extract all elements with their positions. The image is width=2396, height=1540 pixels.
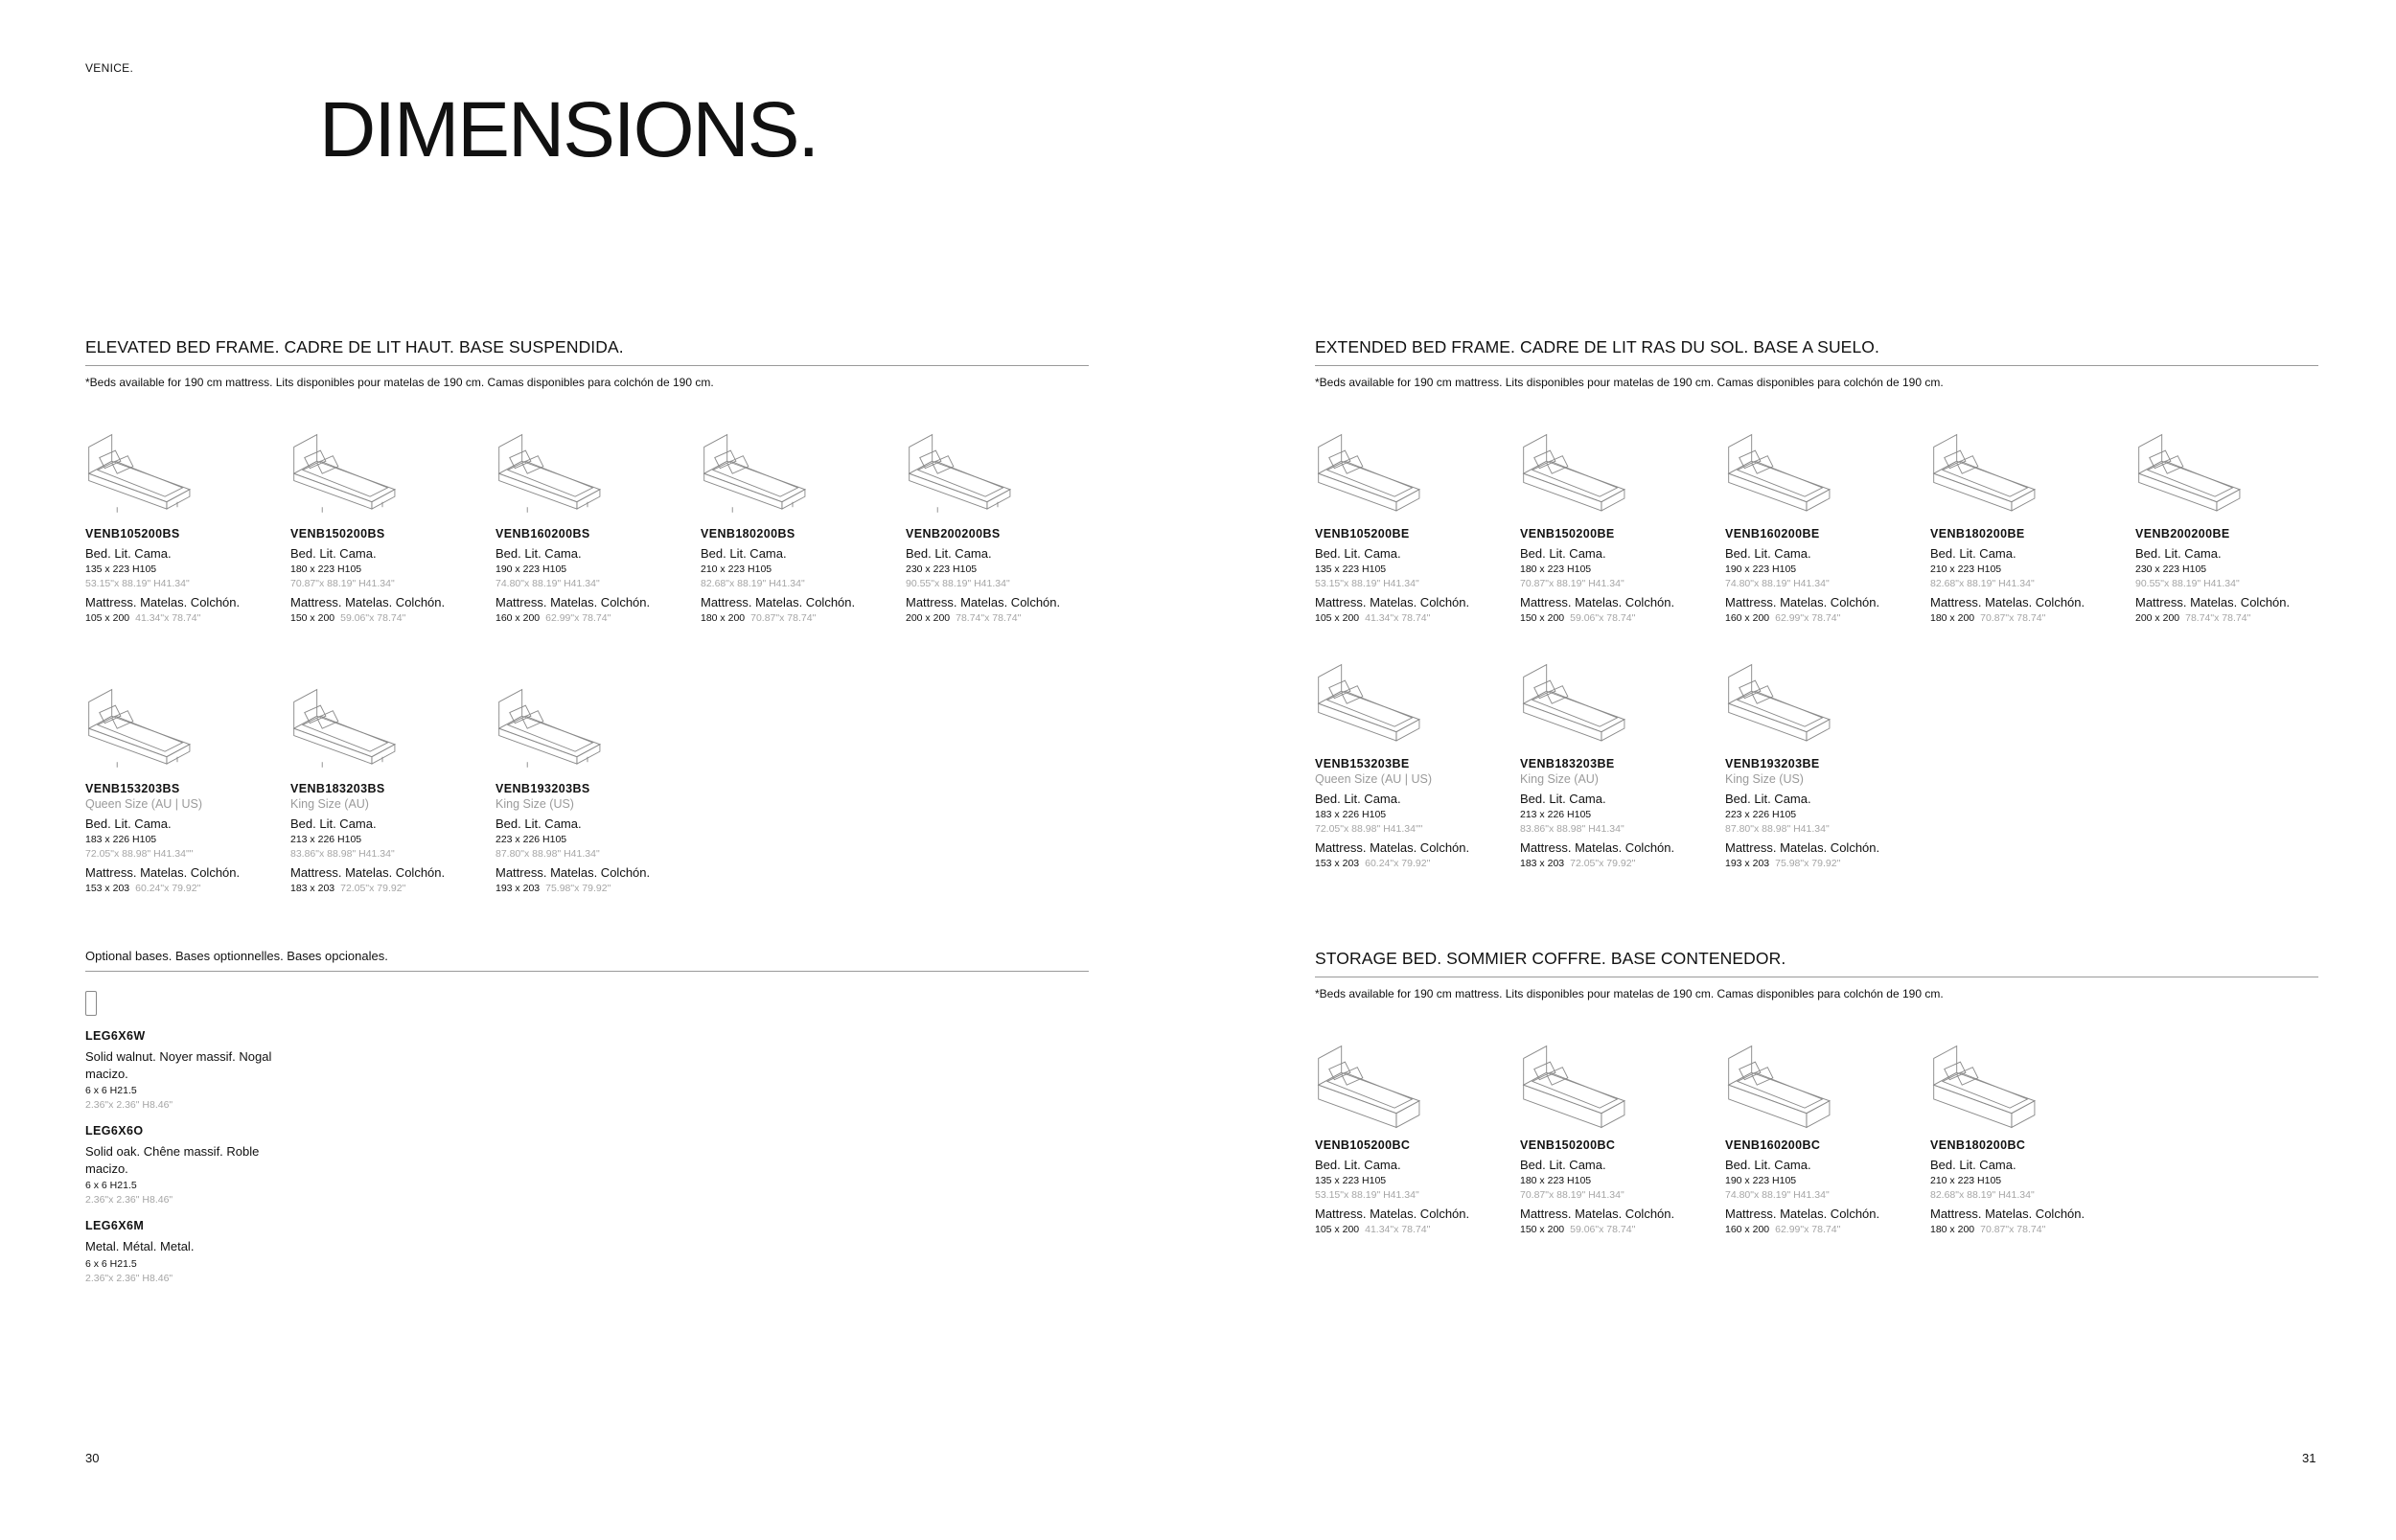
section-extended bbox=[1315, 337, 2318, 389]
product-code: VENB153203BS bbox=[85, 782, 180, 795]
bed-dimensions-cm: 230 x 223 H105 bbox=[2135, 563, 2207, 575]
product-code: VENB180200BS bbox=[701, 527, 795, 540]
base-description: Solid oak. Chêne massif. Roble macizo. bbox=[85, 1144, 260, 1176]
bed-label: Bed. Lit. Cama. bbox=[701, 546, 787, 561]
product-code: VENB160200BS bbox=[495, 527, 590, 540]
product-code: VENB105200BC bbox=[1315, 1138, 1411, 1152]
mattress-dimensions bbox=[495, 883, 687, 894]
mattress-dimensions-cm: 200 x 200 bbox=[906, 612, 951, 624]
product-size-name: King Size (US) bbox=[495, 797, 574, 811]
mattress-dimensions-cm: 180 x 200 bbox=[1930, 1224, 1975, 1235]
page-number-left: 30 bbox=[85, 1451, 100, 1465]
bed-dimensions-in: 74.80"x 88.19" H41.34" bbox=[1725, 578, 1830, 589]
optional-bases bbox=[85, 949, 1089, 1284]
bed-label: Bed. Lit. Cama. bbox=[85, 546, 172, 561]
bed-icon bbox=[1520, 1041, 1635, 1133]
bed-label: Bed. Lit. Cama. bbox=[1315, 792, 1401, 806]
bed-dimensions-cm: 210 x 223 H105 bbox=[1930, 563, 2002, 575]
bed-icon bbox=[85, 429, 200, 521]
product-venb183203bs bbox=[290, 684, 482, 894]
bed-dimensions-cm: 210 x 223 H105 bbox=[701, 563, 772, 575]
bed-label: Bed. Lit. Cama. bbox=[1520, 792, 1606, 806]
bed-dimensions-cm: 180 x 223 H105 bbox=[1520, 563, 1592, 575]
product-code: VENB183203BS bbox=[290, 782, 385, 795]
mattress-dimensions-cm: 183 x 203 bbox=[290, 883, 335, 894]
base-dimensions-in: 2.36"x 2.36" H8.46" bbox=[85, 1099, 173, 1112]
mattress-dimensions-in: 60.24"x 79.92" bbox=[135, 883, 201, 894]
mattress-label: Mattress. Matelas. Colchón. bbox=[1930, 595, 2085, 609]
mattress-dimensions-cm: 150 x 200 bbox=[290, 612, 335, 624]
mattress-label: Mattress. Matelas. Colchón. bbox=[290, 865, 446, 880]
product-code: VENB180200BC bbox=[1930, 1138, 2026, 1152]
bed-dimensions-in: 70.87"x 88.19" H41.34" bbox=[290, 578, 395, 589]
mattress-label: Mattress. Matelas. Colchón. bbox=[1315, 840, 1470, 855]
bed-label: Bed. Lit. Cama. bbox=[495, 816, 582, 831]
bed-dimensions-cm: 223 x 226 H105 bbox=[1725, 809, 1797, 820]
base-code: LEG6X6M bbox=[85, 1219, 145, 1233]
mattress-dimensions-cm: 153 x 203 bbox=[1315, 858, 1360, 869]
mattress-dimensions bbox=[1930, 612, 2122, 624]
leg-icon bbox=[85, 991, 97, 1016]
product-code: VENB193203BE bbox=[1725, 757, 1820, 770]
bed-dimensions-in: 87.80"x 88.98" H41.34" bbox=[1725, 823, 1830, 835]
product-venb160200bc bbox=[1725, 1041, 1917, 1235]
mattress-dimensions-in: 41.34"x 78.74" bbox=[1365, 612, 1431, 624]
section-title: ELEVATED BED FRAME. CADRE DE LIT HAUT. BASE SUSPENDIDA. bbox=[85, 337, 1089, 366]
bed-dimensions-cm: 190 x 223 H105 bbox=[1725, 1175, 1797, 1186]
mattress-dimensions bbox=[1315, 1224, 1507, 1235]
product-venb180200be bbox=[1930, 429, 2122, 624]
bed-dimensions-in: 83.86"x 88.98" H41.34" bbox=[1520, 823, 1624, 835]
section-note: *Beds available for 190 cm mattress. Lits disponibles pour matelas de 190 cm. Camas disponibles para colchón de 190 cm. bbox=[85, 376, 714, 389]
mattress-dimensions-cm: 160 x 200 bbox=[1725, 612, 1770, 624]
base-dimensions-cm: 6 x 6 H21.5 bbox=[85, 1257, 137, 1270]
bed-icon bbox=[85, 684, 200, 776]
legs-list bbox=[85, 1029, 1089, 1284]
page-number-right: 31 bbox=[2302, 1451, 2316, 1465]
product-venb180200bs bbox=[701, 429, 892, 624]
bed-label: Bed. Lit. Cama. bbox=[1930, 1158, 2016, 1172]
mattress-dimensions-in: 70.87"x 78.74" bbox=[1980, 1224, 2046, 1235]
mattress-dimensions-cm: 105 x 200 bbox=[1315, 612, 1360, 624]
product-code: VENB150200BC bbox=[1520, 1138, 1616, 1152]
bed-dimensions-cm: 135 x 223 H105 bbox=[85, 563, 157, 575]
product-venb105200bs bbox=[85, 429, 277, 624]
bed-dimensions-cm: 190 x 223 H105 bbox=[1725, 563, 1797, 575]
bed-dimensions-cm: 135 x 223 H105 bbox=[1315, 563, 1387, 575]
bed-dimensions-cm: 190 x 223 H105 bbox=[495, 563, 567, 575]
mattress-label: Mattress. Matelas. Colchón. bbox=[1725, 1207, 1880, 1221]
mattress-label: Mattress. Matelas. Colchón. bbox=[1930, 1207, 2085, 1221]
bed-icon bbox=[1725, 1041, 1840, 1133]
product-code: VENB200200BE bbox=[2135, 527, 2230, 540]
bed-icon bbox=[701, 429, 816, 521]
mattress-dimensions bbox=[906, 612, 1097, 624]
bed-icon bbox=[1725, 429, 1840, 521]
mattress-label: Mattress. Matelas. Colchón. bbox=[1520, 595, 1675, 609]
bed-icon bbox=[1315, 429, 1430, 521]
page-title: DIMENSIONS. bbox=[319, 86, 818, 173]
product-venb200200bs bbox=[906, 429, 1097, 624]
mattress-dimensions-in: 72.05"x 79.92" bbox=[1570, 858, 1636, 869]
bed-dimensions-in: 53.15"x 88.19" H41.34" bbox=[1315, 578, 1419, 589]
mattress-label: Mattress. Matelas. Colchón. bbox=[290, 595, 446, 609]
bed-icon bbox=[495, 429, 611, 521]
section-elevated bbox=[85, 337, 1089, 389]
bed-icon bbox=[1520, 429, 1635, 521]
product-code: VENB160200BC bbox=[1725, 1138, 1821, 1152]
section-storage bbox=[1315, 949, 2318, 1000]
mattress-label: Mattress. Matelas. Colchón. bbox=[85, 595, 241, 609]
bed-dimensions-cm: 183 x 226 H105 bbox=[85, 834, 157, 845]
base-dimensions-in: 2.36"x 2.36" H8.46" bbox=[85, 1272, 173, 1284]
bed-icon bbox=[1315, 659, 1430, 751]
mattress-dimensions-in: 41.34"x 78.74" bbox=[135, 612, 201, 624]
bed-label: Bed. Lit. Cama. bbox=[1315, 1158, 1401, 1172]
base-dimensions-cm: 6 x 6 H21.5 bbox=[85, 1180, 137, 1192]
bed-dimensions-cm: 135 x 223 H105 bbox=[1315, 1175, 1387, 1186]
product-code: VENB153203BE bbox=[1315, 757, 1410, 770]
mattress-dimensions bbox=[1315, 858, 1507, 869]
mattress-label: Mattress. Matelas. Colchón. bbox=[1315, 595, 1470, 609]
mattress-dimensions-in: 78.74"x 78.74" bbox=[2185, 612, 2251, 624]
mattress-label: Mattress. Matelas. Colchón. bbox=[495, 595, 651, 609]
bed-icon bbox=[495, 684, 611, 776]
mattress-dimensions-in: 62.99"x 78.74" bbox=[1775, 612, 1841, 624]
mattress-dimensions bbox=[1725, 612, 1917, 624]
bed-icon bbox=[1930, 429, 2045, 521]
mattress-dimensions-in: 62.99"x 78.74" bbox=[545, 612, 611, 624]
bed-dimensions-in: 53.15"x 88.19" H41.34" bbox=[85, 578, 190, 589]
bed-dimensions-in: 70.87"x 88.19" H41.34" bbox=[1520, 578, 1624, 589]
mattress-dimensions-cm: 193 x 203 bbox=[495, 883, 541, 894]
bed-icon bbox=[1930, 1041, 2045, 1133]
product-venb193203bs bbox=[495, 684, 687, 894]
mattress-dimensions bbox=[85, 612, 277, 624]
mattress-dimensions bbox=[2135, 612, 2327, 624]
base-dimensions-cm: 6 x 6 H21.5 bbox=[85, 1085, 137, 1097]
base-leg6x6o bbox=[85, 1124, 277, 1206]
bed-dimensions-in: 82.68"x 88.19" H41.34" bbox=[1930, 1189, 2035, 1201]
product-size-name: King Size (AU) bbox=[290, 797, 369, 811]
mattress-label: Mattress. Matelas. Colchón. bbox=[85, 865, 241, 880]
bed-dimensions-cm: 223 x 226 H105 bbox=[495, 834, 567, 845]
mattress-label: Mattress. Matelas. Colchón. bbox=[1725, 595, 1880, 609]
mattress-dimensions-cm: 193 x 203 bbox=[1725, 858, 1770, 869]
base-description: Solid walnut. Noyer massif. Nogal macizo. bbox=[85, 1049, 272, 1081]
mattress-dimensions bbox=[290, 612, 482, 624]
mattress-dimensions bbox=[1930, 1224, 2122, 1235]
product-venb180200bc bbox=[1930, 1041, 2122, 1235]
product-venb150200bc bbox=[1520, 1041, 1712, 1235]
mattress-dimensions-in: 78.74"x 78.74" bbox=[956, 612, 1022, 624]
mattress-label: Mattress. Matelas. Colchón. bbox=[495, 865, 651, 880]
base-leg6x6w bbox=[85, 1029, 277, 1111]
bed-icon bbox=[290, 429, 405, 521]
mattress-dimensions bbox=[1520, 612, 1712, 624]
bed-dimensions-cm: 210 x 223 H105 bbox=[1930, 1175, 2002, 1186]
optional-bases-title: Optional bases. Bases optionnelles. Bases opcionales. bbox=[85, 949, 1089, 972]
bed-label: Bed. Lit. Cama. bbox=[2135, 546, 2222, 561]
bed-dimensions-cm: 213 x 226 H105 bbox=[290, 834, 362, 845]
bed-dimensions-in: 83.86"x 88.98" H41.34" bbox=[290, 848, 395, 860]
base-leg6x6m bbox=[85, 1219, 277, 1284]
product-code: VENB200200BS bbox=[906, 527, 1001, 540]
mattress-dimensions-cm: 150 x 200 bbox=[1520, 612, 1565, 624]
mattress-dimensions-in: 59.06"x 78.74" bbox=[340, 612, 406, 624]
bed-dimensions-cm: 180 x 223 H105 bbox=[290, 563, 362, 575]
mattress-dimensions-in: 70.87"x 78.74" bbox=[1980, 612, 2046, 624]
mattress-dimensions-cm: 105 x 200 bbox=[1315, 1224, 1360, 1235]
product-venb150200be bbox=[1520, 429, 1712, 624]
product-code: VENB150200BE bbox=[1520, 527, 1615, 540]
mattress-dimensions bbox=[1520, 1224, 1712, 1235]
mattress-dimensions-cm: 150 x 200 bbox=[1520, 1224, 1565, 1235]
bed-dimensions-in: 87.80"x 88.98" H41.34" bbox=[495, 848, 600, 860]
product-venb183203be bbox=[1520, 659, 1712, 869]
product-size-name: Queen Size (AU | US) bbox=[85, 797, 203, 811]
product-code: VENB150200BS bbox=[290, 527, 385, 540]
mattress-dimensions-cm: 200 x 200 bbox=[2135, 612, 2180, 624]
bed-icon bbox=[290, 684, 405, 776]
mattress-dimensions-cm: 160 x 200 bbox=[1725, 1224, 1770, 1235]
mattress-label: Mattress. Matelas. Colchón. bbox=[1315, 1207, 1470, 1221]
product-size-name: Queen Size (AU | US) bbox=[1315, 772, 1433, 786]
base-code: LEG6X6W bbox=[85, 1029, 146, 1043]
mattress-dimensions-in: 75.98"x 79.92" bbox=[1775, 858, 1841, 869]
bed-label: Bed. Lit. Cama. bbox=[1315, 546, 1401, 561]
product-size-name: King Size (US) bbox=[1725, 772, 1804, 786]
mattress-dimensions-in: 75.98"x 79.92" bbox=[545, 883, 611, 894]
mattress-dimensions-cm: 105 x 200 bbox=[85, 612, 130, 624]
bed-dimensions-in: 53.15"x 88.19" H41.34" bbox=[1315, 1189, 1419, 1201]
product-venb153203be bbox=[1315, 659, 1507, 869]
mattress-label: Mattress. Matelas. Colchón. bbox=[906, 595, 1061, 609]
mattress-dimensions-cm: 183 x 203 bbox=[1520, 858, 1565, 869]
mattress-dimensions-in: 70.87"x 78.74" bbox=[750, 612, 817, 624]
mattress-dimensions bbox=[701, 612, 892, 624]
bed-label: Bed. Lit. Cama. bbox=[290, 816, 377, 831]
product-venb105200bc bbox=[1315, 1041, 1507, 1235]
mattress-dimensions-cm: 160 x 200 bbox=[495, 612, 541, 624]
bed-dimensions-in: 74.80"x 88.19" H41.34" bbox=[1725, 1189, 1830, 1201]
base-description: Metal. Métal. Metal. bbox=[85, 1239, 195, 1254]
mattress-dimensions bbox=[1725, 858, 1917, 869]
bed-icon bbox=[1315, 1041, 1430, 1133]
product-venb200200be bbox=[2135, 429, 2327, 624]
bed-label: Bed. Lit. Cama. bbox=[906, 546, 992, 561]
mattress-dimensions-cm: 180 x 200 bbox=[701, 612, 746, 624]
mattress-dimensions-in: 72.05"x 79.92" bbox=[340, 883, 406, 894]
bed-label: Bed. Lit. Cama. bbox=[1930, 546, 2016, 561]
mattress-dimensions bbox=[495, 612, 687, 624]
mattress-dimensions-in: 62.99"x 78.74" bbox=[1775, 1224, 1841, 1235]
mattress-dimensions bbox=[1315, 612, 1507, 624]
product-venb153203bs bbox=[85, 684, 277, 894]
bed-label: Bed. Lit. Cama. bbox=[1520, 1158, 1606, 1172]
product-code: VENB180200BE bbox=[1930, 527, 2025, 540]
section-note: *Beds available for 190 cm mattress. Lits disponibles pour matelas de 190 cm. Camas disponibles para colchón de 190 cm. bbox=[1315, 376, 1944, 389]
brand-name: VENICE. bbox=[85, 61, 134, 75]
product-code: VENB183203BE bbox=[1520, 757, 1615, 770]
mattress-dimensions bbox=[1725, 1224, 1917, 1235]
mattress-dimensions-cm: 153 x 203 bbox=[85, 883, 130, 894]
bed-icon bbox=[2135, 429, 2250, 521]
bed-dimensions-in: 90.55"x 88.19" H41.34" bbox=[906, 578, 1010, 589]
bed-dimensions-in: 90.55"x 88.19" H41.34" bbox=[2135, 578, 2240, 589]
bed-dimensions-in: 72.05"x 88.98" H41.34"" bbox=[1315, 823, 1423, 835]
mattress-dimensions-in: 60.24"x 79.92" bbox=[1365, 858, 1431, 869]
product-venb160200bs bbox=[495, 429, 687, 624]
mattress-dimensions-in: 41.34"x 78.74" bbox=[1365, 1224, 1431, 1235]
bed-label: Bed. Lit. Cama. bbox=[1725, 546, 1811, 561]
product-venb150200bs bbox=[290, 429, 482, 624]
product-code: VENB105200BS bbox=[85, 527, 180, 540]
mattress-label: Mattress. Matelas. Colchón. bbox=[1520, 1207, 1675, 1221]
mattress-dimensions-cm: 180 x 200 bbox=[1930, 612, 1975, 624]
bed-dimensions-in: 82.68"x 88.19" H41.34" bbox=[1930, 578, 2035, 589]
product-code: VENB193203BS bbox=[495, 782, 590, 795]
base-code: LEG6X6O bbox=[85, 1124, 144, 1138]
bed-dimensions-in: 72.05"x 88.98" H41.34"" bbox=[85, 848, 194, 860]
mattress-dimensions bbox=[290, 883, 482, 894]
mattress-label: Mattress. Matelas. Colchón. bbox=[1520, 840, 1675, 855]
base-dimensions-in: 2.36"x 2.36" H8.46" bbox=[85, 1194, 173, 1207]
bed-label: Bed. Lit. Cama. bbox=[1520, 546, 1606, 561]
bed-label: Bed. Lit. Cama. bbox=[1725, 1158, 1811, 1172]
bed-icon bbox=[1725, 659, 1840, 751]
section-note: *Beds available for 190 cm mattress. Lits disponibles pour matelas de 190 cm. Camas disponibles para colchón de 190 cm. bbox=[1315, 987, 1944, 1000]
bed-dimensions-in: 74.80"x 88.19" H41.34" bbox=[495, 578, 600, 589]
bed-icon bbox=[906, 429, 1021, 521]
bed-label: Bed. Lit. Cama. bbox=[1725, 792, 1811, 806]
bed-dimensions-cm: 213 x 226 H105 bbox=[1520, 809, 1592, 820]
bed-dimensions-cm: 230 x 223 H105 bbox=[906, 563, 978, 575]
bed-label: Bed. Lit. Cama. bbox=[495, 546, 582, 561]
mattress-dimensions bbox=[1520, 858, 1712, 869]
mattress-label: Mattress. Matelas. Colchón. bbox=[1725, 840, 1880, 855]
mattress-dimensions-in: 59.06"x 78.74" bbox=[1570, 612, 1636, 624]
bed-dimensions-in: 70.87"x 88.19" H41.34" bbox=[1520, 1189, 1624, 1201]
bed-icon bbox=[1520, 659, 1635, 751]
mattress-label: Mattress. Matelas. Colchón. bbox=[701, 595, 856, 609]
mattress-label: Mattress. Matelas. Colchón. bbox=[2135, 595, 2291, 609]
product-code: VENB160200BE bbox=[1725, 527, 1820, 540]
bed-dimensions-cm: 183 x 226 H105 bbox=[1315, 809, 1387, 820]
product-venb193203be bbox=[1725, 659, 1917, 869]
section-title: STORAGE BED. SOMMIER COFFRE. BASE CONTENEDOR. bbox=[1315, 949, 2318, 977]
bed-dimensions-in: 82.68"x 88.19" H41.34" bbox=[701, 578, 805, 589]
product-venb105200be bbox=[1315, 429, 1507, 624]
mattress-dimensions-in: 59.06"x 78.74" bbox=[1570, 1224, 1636, 1235]
bed-label: Bed. Lit. Cama. bbox=[85, 816, 172, 831]
mattress-dimensions bbox=[85, 883, 277, 894]
section-title: EXTENDED BED FRAME. CADRE DE LIT RAS DU SOL. BASE A SUELO. bbox=[1315, 337, 2318, 366]
product-size-name: King Size (AU) bbox=[1520, 772, 1599, 786]
bed-dimensions-cm: 180 x 223 H105 bbox=[1520, 1175, 1592, 1186]
bed-label: Bed. Lit. Cama. bbox=[290, 546, 377, 561]
product-venb160200be bbox=[1725, 429, 1917, 624]
product-code: VENB105200BE bbox=[1315, 527, 1410, 540]
